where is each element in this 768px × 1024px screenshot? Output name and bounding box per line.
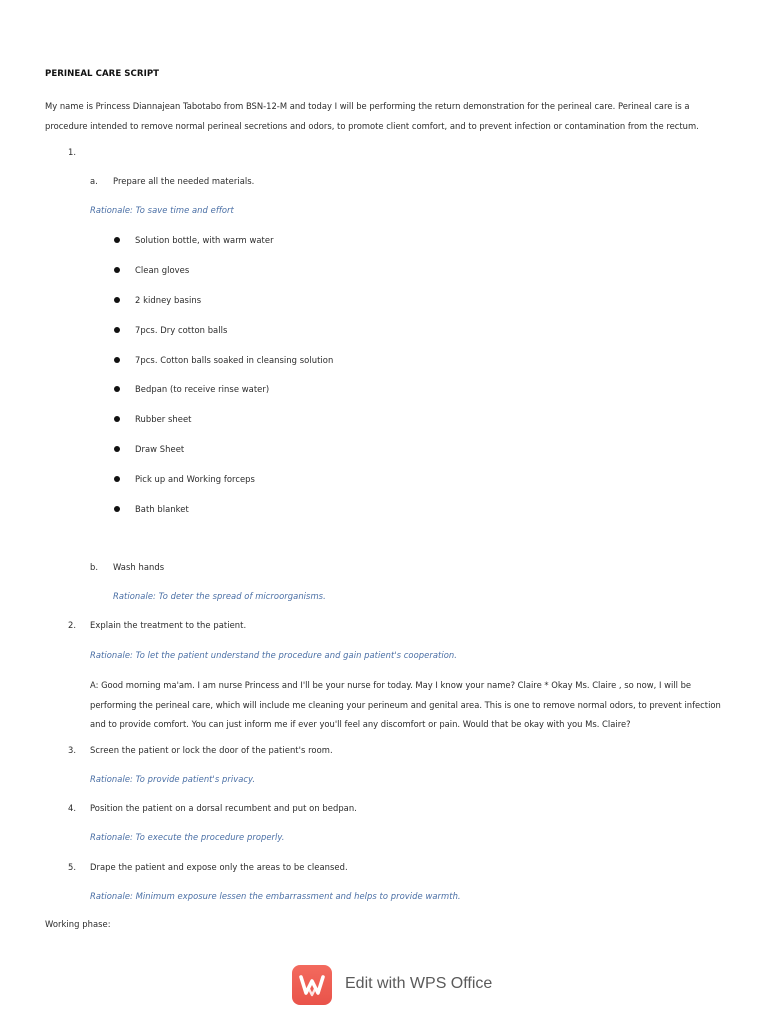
- step-1b-text: Wash hands: [113, 562, 165, 572]
- list-item: Solution bottle, with warm water: [135, 235, 274, 245]
- step-3-text: Screen the patient or lock the door of the patient's room.: [90, 745, 333, 755]
- bullet-icon: [114, 476, 120, 482]
- step-2-dialogue: A: Good morning ma'am. I am nurse Princess and I'll be your nurse for today. May I know your name? Claire * Okay Ms. Claire , so now, I will be performing the perineal care, which will include me cleaning your perineum and genital area. This is one to remove normal odors, to prevent infection and to provide comfort. You can just inform me if ever you'll feel any discomfort or pain. Would that be okay with you Ms. Claire?: [90, 680, 721, 729]
- step-2-number: 2.: [68, 620, 77, 630]
- bullet-icon: [114, 357, 120, 363]
- list-item: Rubber sheet: [135, 414, 192, 424]
- document-title: PERINEAL CARE SCRIPT: [45, 69, 160, 79]
- step-1b-marker: b.: [90, 562, 99, 572]
- step-1a-text: Prepare all the needed materials.: [113, 176, 255, 186]
- step-1b-rationale: Rationale: To deter the spread of microorganisms.: [113, 591, 326, 601]
- bullet-icon: [114, 506, 120, 512]
- step-5-rationale: Rationale: Minimum exposure lessen the embarrassment and helps to provide warmth.: [90, 891, 461, 901]
- step-2-rationale: Rationale: To let the patient understand the procedure and gain patient's cooperation.: [90, 650, 457, 660]
- step-2-text: Explain the treatment to the patient.: [90, 620, 247, 630]
- step-4-text: Position the patient on a dorsal recumbent and put on bedpan.: [90, 803, 357, 813]
- list-item: Bath blanket: [135, 504, 189, 514]
- list-item: Pick up and Working forceps: [135, 474, 255, 484]
- bullet-icon: [114, 297, 120, 303]
- bullet-icon: [114, 446, 120, 452]
- step-4-number: 4.: [68, 803, 77, 813]
- list-item: Clean gloves: [135, 265, 190, 275]
- list-item: 2 kidney basins: [135, 295, 202, 305]
- edit-with-wps-link[interactable]: Edit with WPS Office: [345, 975, 493, 992]
- step-5-text: Drape the patient and expose only the areas to be cleansed.: [90, 862, 348, 872]
- list-item: Bedpan (to receive rinse water): [135, 384, 270, 394]
- step-3-rationale: Rationale: To provide patient's privacy.: [90, 774, 256, 784]
- step-3-number: 3.: [68, 745, 77, 755]
- bullet-icon: [114, 416, 120, 422]
- list-item: 7pcs. Dry cotton balls: [135, 325, 228, 335]
- list-item: Draw Sheet: [135, 444, 185, 454]
- intro-paragraph: My name is Princess Diannajean Tabotabo from BSN-12-M and today I will be performing the return demonstration for the perineal care. Perineal care is a procedure intended to remove normal perineal secretions and odors, to promote client comfort, and to prevent infection or contamination from the rectum.: [45, 101, 699, 131]
- bullet-icon: [114, 327, 120, 333]
- list-item: 7pcs. Cotton balls soaked in cleansing solution: [135, 355, 334, 365]
- bullet-icon: [114, 237, 120, 243]
- step-5-number: 5.: [68, 862, 77, 872]
- working-phase-heading: Working phase:: [45, 919, 111, 929]
- step-1-number: 1.: [68, 147, 77, 157]
- step-1a-marker: a.: [90, 176, 98, 186]
- bullet-icon: [114, 267, 120, 273]
- step-4-rationale: Rationale: To execute the procedure properly.: [90, 832, 285, 842]
- wps-logo-icon[interactable]: [292, 965, 332, 1005]
- bullet-icon: [114, 386, 120, 392]
- step-1a-rationale: Rationale: To save time and effort: [90, 205, 234, 215]
